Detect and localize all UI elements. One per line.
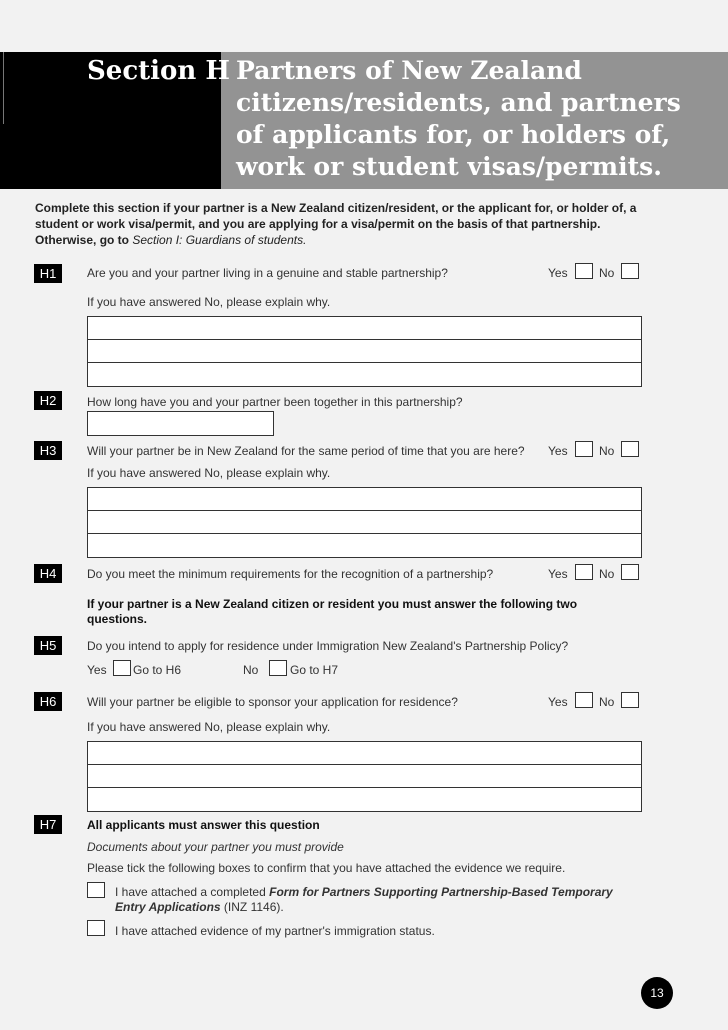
h5-no-checkbox[interactable] bbox=[269, 660, 287, 676]
h6-explain-field[interactable] bbox=[87, 741, 642, 812]
h6-yes-checkbox[interactable] bbox=[575, 692, 593, 708]
question-label-h4: H4 bbox=[34, 564, 62, 583]
section-label: Section H bbox=[87, 56, 230, 86]
intro-section-link: Section I: Guardians of students. bbox=[132, 233, 307, 247]
h3-explain-text: If you have answered No, please explain why. bbox=[87, 466, 331, 480]
h3-yes-label: Yes bbox=[548, 444, 568, 458]
h6-explain-line[interactable] bbox=[88, 765, 641, 788]
h6-explain-line[interactable] bbox=[88, 742, 641, 765]
h3-explain-field[interactable] bbox=[87, 487, 642, 558]
h1-no-checkbox[interactable] bbox=[621, 263, 639, 279]
question-h5-text: Do you intend to apply for residence under Immigration New Zealand's Partnership Policy? bbox=[87, 639, 569, 653]
header-edge-line bbox=[3, 52, 4, 124]
question-h2-text: How long have you and your partner been together in this partnership? bbox=[87, 395, 463, 409]
h1-explain-line[interactable] bbox=[88, 340, 641, 363]
h7-subheading: Documents about your partner you must provide bbox=[87, 840, 344, 854]
h5-yes-label: Yes bbox=[87, 663, 107, 677]
h4-yes-checkbox[interactable] bbox=[575, 564, 593, 580]
h7-item2-checkbox[interactable] bbox=[87, 920, 105, 936]
h4-note: If your partner is a New Zealand citizen or resident you must answer the following two questions. bbox=[87, 597, 578, 626]
h7-item1-checkbox[interactable] bbox=[87, 882, 105, 898]
h7-item1-form-name: Form for Partners Supporting Partnership-Based Temporary Entry Applications bbox=[115, 885, 613, 914]
h3-explain-line[interactable] bbox=[88, 534, 641, 557]
question-label-h5: H5 bbox=[34, 636, 62, 655]
h5-no-goto: Go to H7 bbox=[290, 663, 339, 677]
question-h3-text: Will your partner be in New Zealand for the same period of time that you are here? bbox=[87, 444, 525, 458]
question-h7-text: All applicants must answer this question bbox=[87, 818, 320, 832]
h7-item1-suffix: (INZ 1146). bbox=[220, 900, 284, 914]
h5-yes-goto: Go to H6 bbox=[133, 663, 182, 677]
intro-text: Complete this section if your partner is a New Zealand citizen/resident, or the applicant for, or holder of, a student or work visa/permit, and you are applying for a visa/permit on the basis of that partnership. Otherwise, go to bbox=[35, 201, 637, 247]
question-label-h2: H2 bbox=[34, 391, 62, 410]
question-label-h7: H7 bbox=[34, 815, 62, 834]
question-h6-text: Will your partner be eligible to sponsor your application for residence? bbox=[87, 695, 458, 709]
h6-explain-line[interactable] bbox=[88, 788, 641, 811]
h3-no-label: No bbox=[599, 444, 615, 458]
question-h4-text: Do you meet the minimum requirements for the recognition of a partnership? bbox=[87, 567, 494, 581]
h3-no-checkbox[interactable] bbox=[621, 441, 639, 457]
h3-yes-checkbox[interactable] bbox=[575, 441, 593, 457]
h4-no-checkbox[interactable] bbox=[621, 564, 639, 580]
intro-paragraph bbox=[35, 200, 650, 248]
question-h1-text: Are you and your partner living in a genuine and stable partnership? bbox=[87, 266, 448, 280]
page-number-badge: 13 bbox=[641, 977, 673, 1009]
h3-explain-line[interactable] bbox=[88, 511, 641, 534]
section-title: Partners of New Zealand citizens/residents, and partners of applicants for, or holders of, work or student visas/permits. bbox=[236, 56, 681, 181]
h5-yes-checkbox[interactable] bbox=[113, 660, 131, 676]
h1-explain-text: If you have answered No, please explain why. bbox=[87, 295, 331, 309]
h6-no-checkbox[interactable] bbox=[621, 692, 639, 708]
h6-explain-text: If you have answered No, please explain why. bbox=[87, 720, 331, 734]
question-label-h3: H3 bbox=[34, 441, 62, 460]
h7-item1-prefix: I have attached a completed bbox=[115, 885, 270, 899]
h6-yes-label: Yes bbox=[548, 695, 568, 709]
question-label-h6: H6 bbox=[34, 692, 62, 711]
h1-explain-line[interactable] bbox=[88, 363, 641, 386]
h7-item2-text: I have attached evidence of my partner's immigration status. bbox=[115, 924, 435, 938]
h7-instruction: Please tick the following boxes to confirm that you have attached the evidence we require. bbox=[87, 861, 566, 875]
h4-no-label: No bbox=[599, 567, 615, 581]
h1-explain-line[interactable] bbox=[88, 317, 641, 340]
h7-item1-text bbox=[115, 885, 645, 915]
h5-no-label: No bbox=[243, 663, 259, 677]
h3-explain-line[interactable] bbox=[88, 488, 641, 511]
h1-yes-checkbox[interactable] bbox=[575, 263, 593, 279]
question-label-h1: H1 bbox=[34, 264, 62, 283]
h1-no-label: No bbox=[599, 266, 615, 280]
h4-yes-label: Yes bbox=[548, 567, 568, 581]
h2-duration-field[interactable] bbox=[87, 411, 274, 436]
h6-no-label: No bbox=[599, 695, 615, 709]
h1-explain-field[interactable] bbox=[87, 316, 642, 387]
h1-yes-label: Yes bbox=[548, 266, 568, 280]
